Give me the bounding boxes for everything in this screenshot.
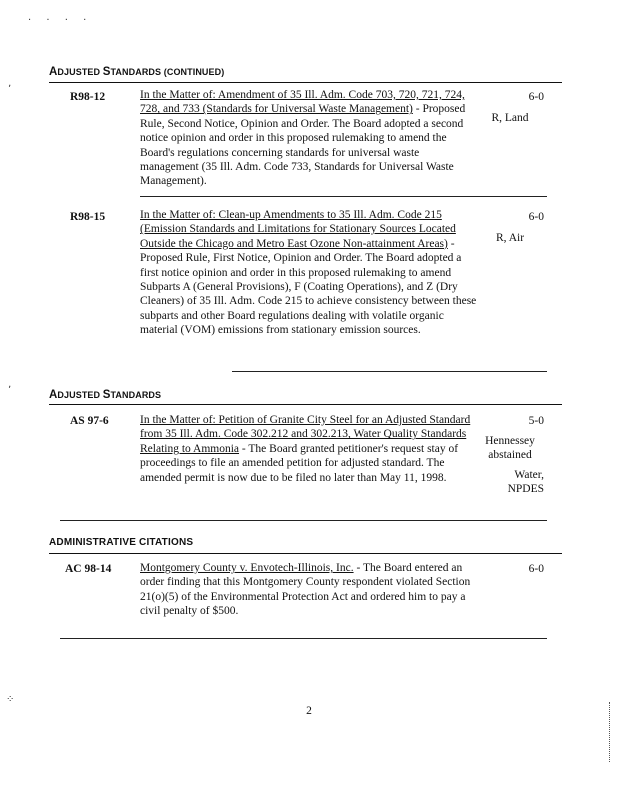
case-text bbox=[140, 208, 480, 338]
case-title: Montgomery County v. Envotech-Illinois, Inc. bbox=[140, 562, 354, 574]
case-title: In the Matter of: Clean-up Amendments to 35 Ill. Adm. Code 215 (Emission Standards and Limitations for Stationary Sources Located Outside the Chicago and Metro East Ozone Non-attainment Areas) bbox=[140, 209, 456, 250]
case-vote-block bbox=[464, 562, 544, 576]
page-number: 2 bbox=[306, 705, 312, 717]
case-description: - Proposed Rule, First Notice, Opinion and Order. The Board adopted a first notice opinion and order in this proposed rulemaking to amend Subparts A (General Provisions), F (Coating Operations), and Z (Dry Cleaners) of 35 Ill. Adm. Code 215 to achieve consistency between these subparts and other Board regulations dealing with volatile organic material (VOM) emissions from stationary emission sources. bbox=[140, 237, 477, 337]
case-divider bbox=[60, 520, 547, 521]
case-divider bbox=[60, 638, 547, 639]
case-category: R, Air bbox=[495, 232, 525, 244]
case-vote-block bbox=[464, 414, 544, 496]
case-divider bbox=[232, 371, 547, 372]
case-vote: 6-0 bbox=[528, 211, 544, 223]
scan-marks: . . . . bbox=[28, 12, 93, 23]
case-vote: 6-0 bbox=[528, 91, 544, 103]
case-number: AC 98-14 bbox=[65, 563, 112, 575]
case-number: R98-12 bbox=[70, 91, 106, 103]
case-vote-block bbox=[464, 90, 544, 125]
case-category: Water, NPDES bbox=[507, 469, 544, 495]
case-vote: 5-0 bbox=[528, 415, 544, 427]
case-vote-block bbox=[464, 210, 544, 245]
case-vote: 6-0 bbox=[528, 563, 544, 575]
scan-speck: ʼ bbox=[8, 385, 12, 396]
scan-edge-artifact bbox=[609, 702, 611, 762]
scan-speck: ʼ bbox=[8, 84, 12, 95]
case-number: AS 97-6 bbox=[70, 415, 109, 427]
case-abstain-note: Hennessey abstained bbox=[485, 435, 535, 461]
section-heading: ADJUSTED STANDARDS (CONTINUED) bbox=[49, 66, 225, 78]
case-category: R, Land bbox=[491, 112, 529, 124]
section-rule bbox=[49, 553, 562, 554]
scan-speck: ⁘ bbox=[6, 694, 15, 705]
case-divider bbox=[140, 196, 547, 197]
section-heading: ADJUSTED STANDARDS bbox=[49, 389, 162, 401]
case-description: - The Board entered an order finding that this Montgomery County respondent violated Section 21(o)(5) of the Environmental Protection Act and ordered him to pay a civil penalty of $500. bbox=[140, 562, 471, 618]
case-text bbox=[140, 561, 480, 619]
case-text bbox=[140, 88, 480, 189]
case-text bbox=[140, 413, 480, 485]
case-title: In the Matter of: Amendment of 35 Ill. Adm. Code 703, 720, 721, 724, 728, and 733 (Standards for Universal Waste Management) bbox=[140, 89, 465, 116]
section-rule bbox=[49, 404, 562, 405]
section-heading: ADMINISTRATIVE CITATIONS bbox=[49, 537, 194, 548]
case-description: - Proposed Rule, Second Notice, Opinion and Order. The Board adopted a second notice opinion and order in this proposed rulemaking to amend the Board's regulations concerning standards for universal waste management (35 Ill. Adm. Code 733, Standards for Universal Waste Management). bbox=[140, 103, 466, 188]
section-rule bbox=[49, 82, 562, 83]
case-number: R98-15 bbox=[70, 211, 106, 223]
case-description: - The Board granted petitioner's request stay of proceedings to file an amended petition for adjusted standard. The amended permit is now due to be filed no later than May 11, 1998. bbox=[140, 442, 459, 484]
case-title: In the Matter of: Petition of Granite City Steel for an Adjusted Standard from 35 Ill. Adm. Code 302.212 and 302.213, Water Quality Standards Relating to Ammonia bbox=[140, 414, 471, 455]
